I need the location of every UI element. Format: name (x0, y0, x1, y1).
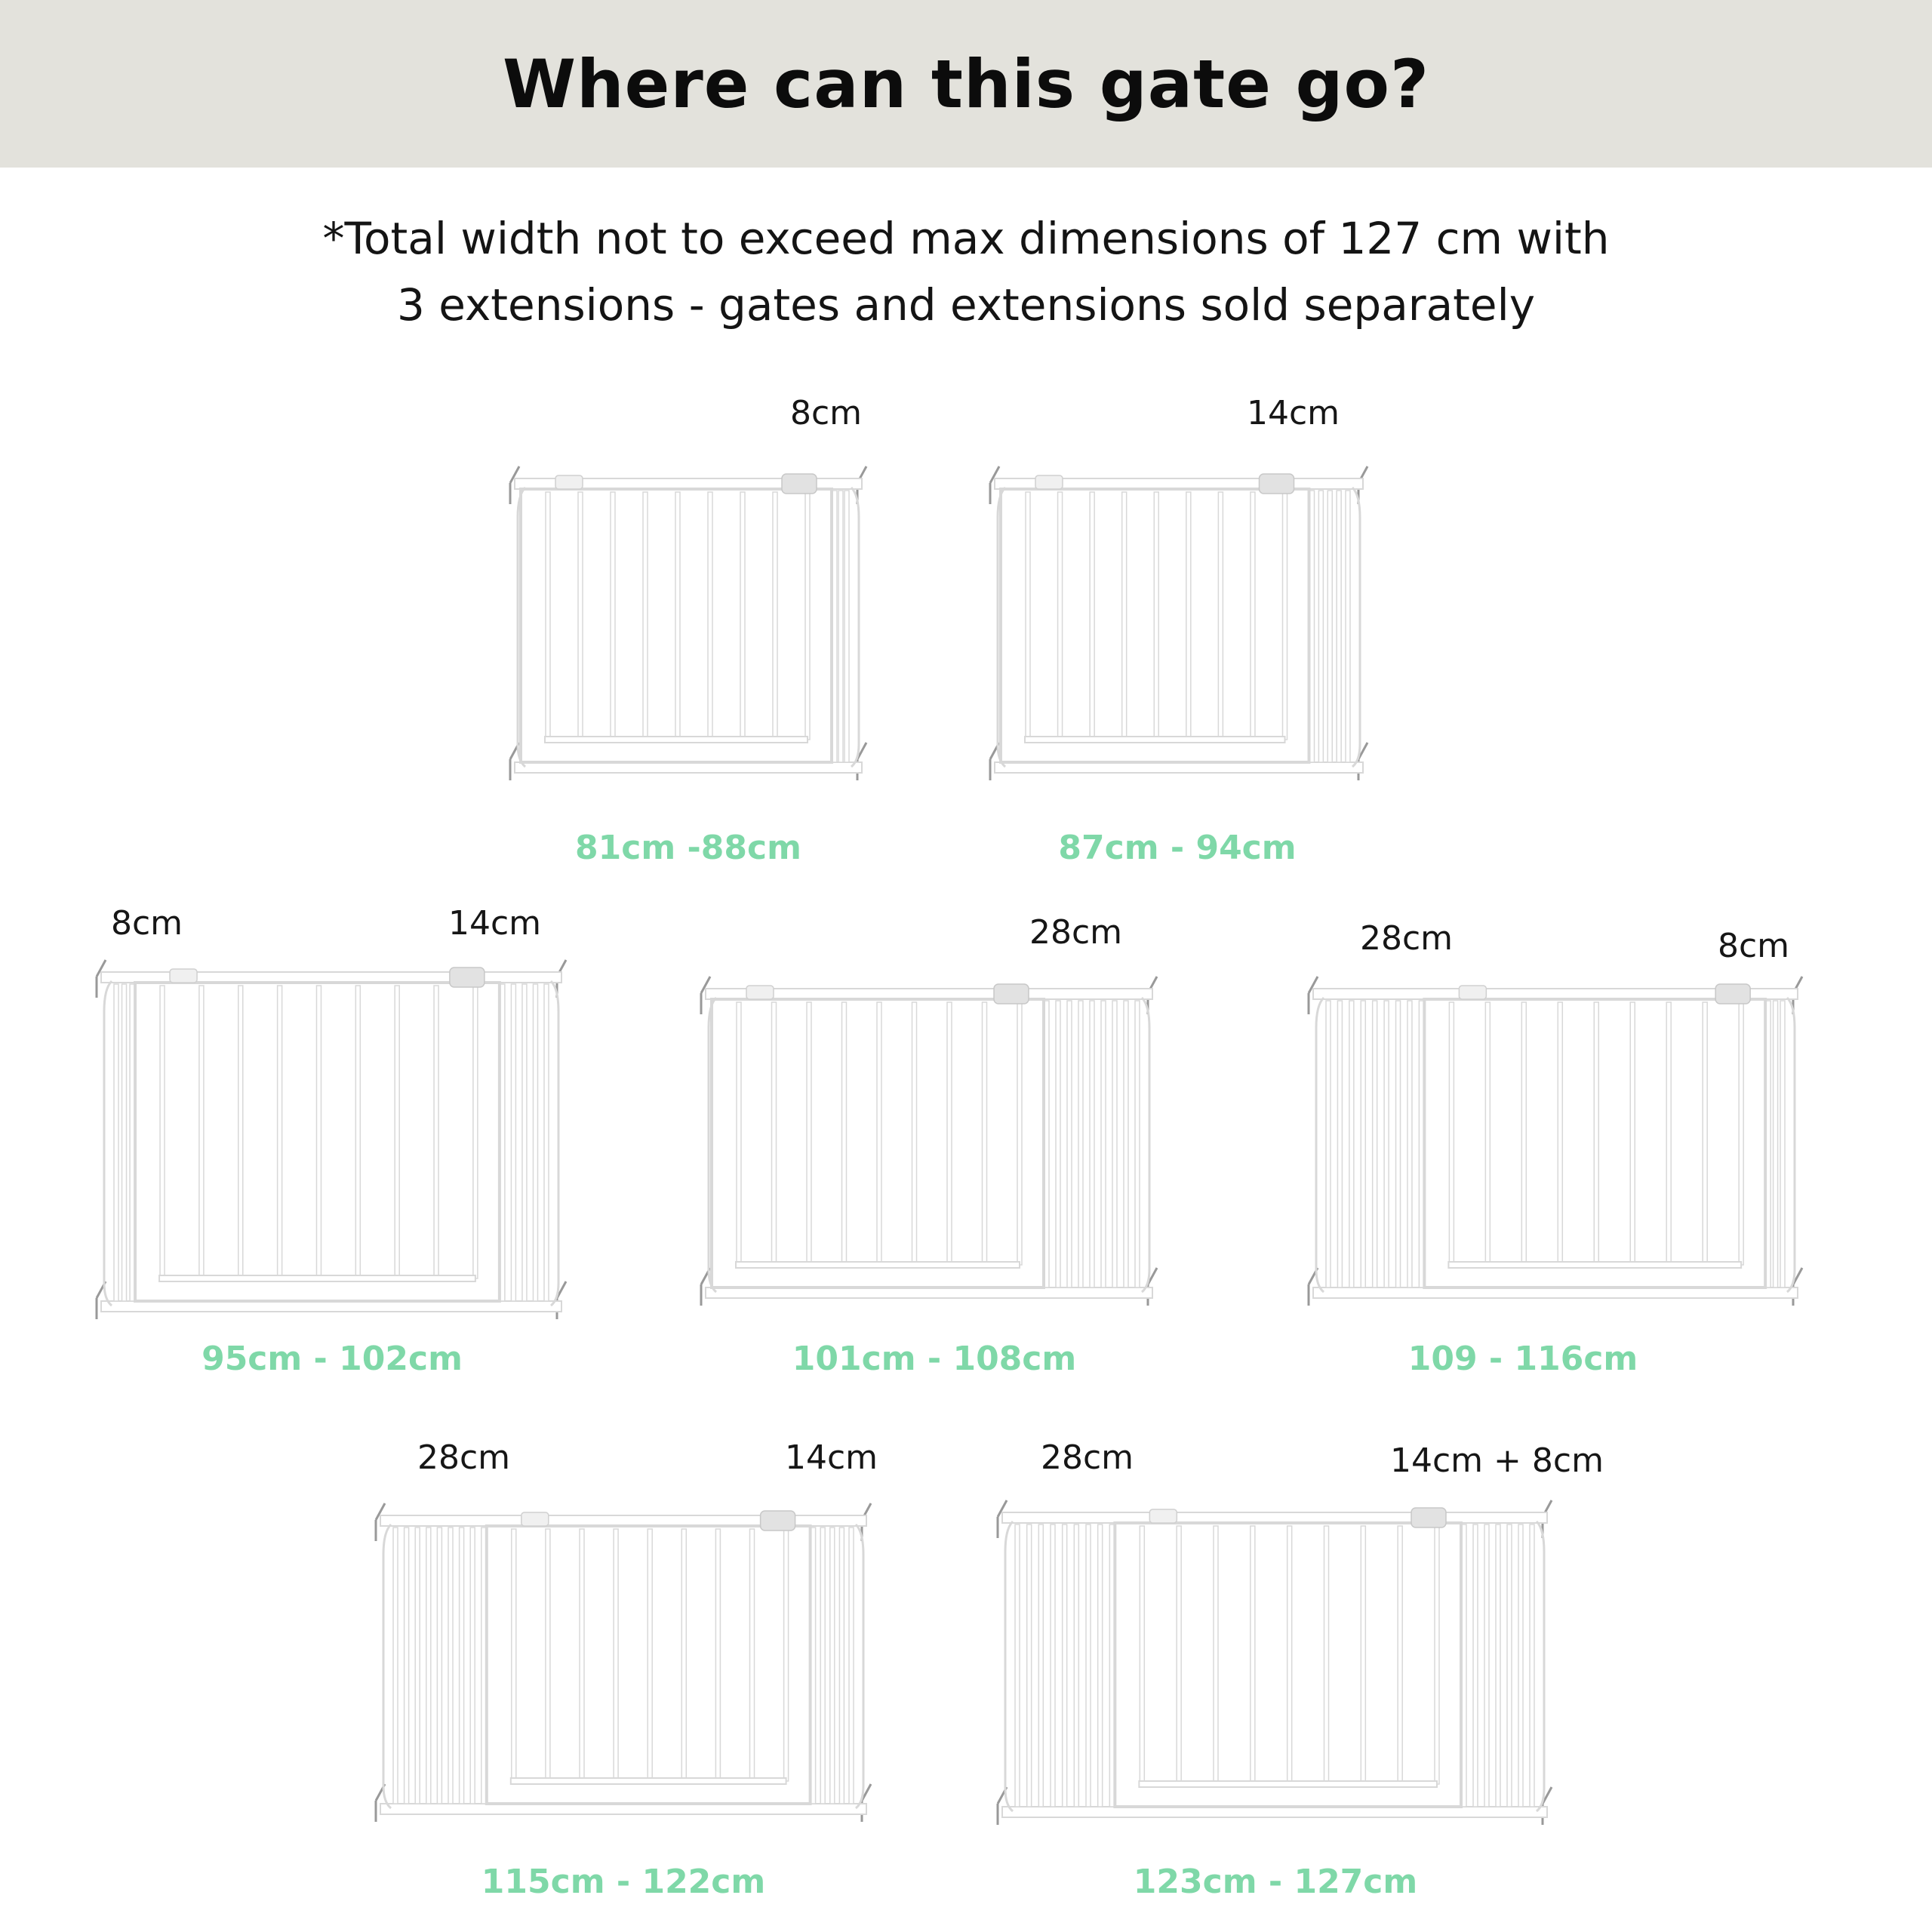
range-label-c6: 115cm - 122cm (481, 1863, 766, 1901)
extension-bar (470, 1527, 475, 1804)
door-bar (1435, 1526, 1439, 1784)
bottom-rail (101, 1301, 561, 1312)
range-label-c1: 81cm -88cm (575, 829, 801, 867)
extension-label-c3-right: 14cm (448, 904, 542, 943)
door-bar (1122, 492, 1127, 740)
extension-bar (1056, 1001, 1060, 1287)
door-bar (805, 492, 810, 740)
door-bar (473, 986, 478, 1278)
door-bar (1361, 1526, 1365, 1784)
gate-svg (995, 1491, 1555, 1834)
door-bar (842, 1002, 847, 1265)
extension-label-c7-left: 28cm (1041, 1438, 1134, 1477)
right-frame (1352, 488, 1360, 767)
right-frame (1142, 998, 1149, 1292)
extension-bar (1396, 1001, 1401, 1287)
extension-label-c5-right: 8cm (1718, 927, 1790, 965)
bottom-rail (1002, 1807, 1547, 1817)
door-bar (643, 492, 648, 740)
door-bar (278, 986, 282, 1278)
extension-bar (1067, 1001, 1072, 1287)
extension-bar (1349, 1001, 1354, 1287)
door-bar (1739, 1002, 1743, 1265)
extension-label-c1-right: 8cm (790, 394, 863, 432)
extension-label-c6-left: 28cm (417, 1438, 511, 1477)
extension-bar (415, 1527, 420, 1804)
disclaimer-line-2: 3 extensions - gates and extensions sold separately (396, 279, 1536, 331)
latch-handle (761, 1511, 795, 1531)
hinge-block (521, 1512, 549, 1526)
door-bar (1283, 492, 1287, 740)
extension-bar (1337, 491, 1341, 762)
latch-handle (1260, 474, 1294, 494)
extension-bar (1361, 1001, 1365, 1287)
extension-bar (393, 1527, 398, 1804)
extension-bar (1098, 1524, 1103, 1807)
door-bottom-bar (159, 1275, 475, 1281)
door-bar (1485, 1002, 1490, 1265)
extension-bar (1346, 491, 1350, 762)
extension-bar (1086, 1524, 1091, 1807)
door-bar (740, 492, 745, 740)
extension-bar (533, 984, 537, 1301)
extension-bar (1090, 1001, 1094, 1287)
top-rail (1002, 1512, 1547, 1523)
right-frame (551, 981, 558, 1306)
door-bar (1449, 1002, 1454, 1265)
range-label-c7: 123cm - 127cm (1133, 1863, 1418, 1901)
extension-bar (1135, 1001, 1140, 1287)
gate-svg (373, 1494, 874, 1831)
extension-bar (522, 984, 527, 1301)
door-bar (546, 1529, 550, 1781)
bottom-rail (706, 1287, 1152, 1298)
door-bar (580, 1529, 584, 1781)
extension-bar (1074, 1524, 1078, 1807)
door-bar (750, 1529, 755, 1781)
extension-bar (1051, 1524, 1055, 1807)
door-bar (1594, 1002, 1598, 1265)
extension-bar (448, 1527, 453, 1804)
extension-bar (511, 984, 515, 1301)
door-bar (1251, 1526, 1255, 1784)
door-bar (1090, 492, 1094, 740)
door-bar (675, 492, 680, 740)
extension-bar (1530, 1524, 1534, 1807)
extension-bar (544, 984, 549, 1301)
door-bar (1521, 1002, 1526, 1265)
extension-bar (1496, 1524, 1500, 1807)
gate-svg (1306, 968, 1805, 1315)
door-bar (877, 1002, 881, 1265)
right-frame (1537, 1521, 1544, 1811)
latch-handle (1715, 984, 1750, 1004)
right-frame (1787, 998, 1795, 1292)
hinge-block (1035, 475, 1063, 489)
page-title: Where can this gate go? (502, 45, 1430, 123)
door-bar (1398, 1526, 1402, 1784)
hinge-block (555, 475, 583, 489)
extension-bar (1473, 1524, 1478, 1807)
door-bottom-bar (736, 1262, 1020, 1268)
gate-svg (94, 951, 569, 1328)
disclaimer-line-1: *Total width not to exceed max dimensions of 127 cm with (322, 213, 1610, 264)
extension-label-c4-right: 28cm (1029, 913, 1123, 952)
bottom-rail (995, 762, 1363, 773)
door-bar (199, 986, 204, 1278)
extension-bar (838, 491, 843, 762)
door-bar (1558, 1002, 1562, 1265)
extension-bar (1373, 1001, 1377, 1287)
extension-label-c5-left: 28cm (1360, 919, 1454, 958)
door-bar (1177, 1526, 1181, 1784)
range-label-c5: 109 - 116cm (1407, 1340, 1638, 1378)
range-label-c2: 87cm - 94cm (1058, 829, 1297, 867)
extension-bar (1337, 1001, 1342, 1287)
extension-bar (1384, 1001, 1389, 1287)
extension-bar (1063, 1524, 1067, 1807)
extension-bar (114, 984, 118, 1301)
door-bar (1218, 492, 1223, 740)
gate-svg (987, 457, 1371, 789)
bottom-rail (380, 1804, 866, 1814)
hinge-block (1149, 1509, 1177, 1523)
extension-bar (849, 1527, 854, 1804)
door-bar (355, 986, 360, 1278)
gate-svg (507, 457, 869, 789)
door-bar (1324, 1526, 1329, 1784)
bottom-rail (1313, 1287, 1798, 1298)
door-bar (1026, 492, 1030, 740)
door-bottom-bar (1448, 1262, 1741, 1268)
hinge-block (170, 969, 197, 983)
extension-label-c2-right: 14cm (1247, 394, 1340, 432)
extension-bar (1078, 1001, 1083, 1287)
left-frame (104, 981, 112, 1306)
extension-bar (839, 1527, 844, 1804)
extension-bar (460, 1527, 464, 1804)
extension-bar (1015, 1524, 1020, 1807)
door-bar (160, 986, 165, 1278)
extension-bar (437, 1527, 441, 1804)
door-bar (546, 492, 550, 740)
hinge-block (746, 986, 774, 999)
door-bottom-bar (511, 1778, 786, 1784)
extension-label-c3-left: 8cm (111, 904, 183, 943)
extension-bar (820, 1527, 825, 1804)
door-bar (715, 1529, 720, 1781)
door-bar (316, 986, 321, 1278)
extension-bar (1507, 1524, 1512, 1807)
door-bar (681, 1529, 686, 1781)
door-bottom-bar (1025, 737, 1285, 743)
door-bar (912, 1002, 917, 1265)
extension-bar (1318, 491, 1323, 762)
door-bar (1186, 492, 1191, 740)
extension-bar (1112, 1001, 1117, 1287)
door-bar (1140, 1526, 1144, 1784)
extension-bar (830, 1527, 835, 1804)
door-bar (434, 986, 438, 1278)
extension-bar (1774, 1001, 1778, 1287)
extension-bar (1027, 1524, 1032, 1807)
door-bar (648, 1529, 652, 1781)
range-label-c4: 101cm - 108cm (792, 1340, 1077, 1378)
latch-handle (994, 984, 1029, 1004)
door-bar (772, 1002, 777, 1265)
door-bar (512, 1529, 516, 1781)
right-frame (856, 1524, 863, 1808)
extension-bar (1101, 1001, 1106, 1287)
door-bar (1666, 1002, 1671, 1265)
door-bar (708, 492, 712, 740)
door-bar (614, 1529, 618, 1781)
extension-bar (405, 1527, 409, 1804)
right-frame (851, 488, 859, 767)
extension-bar (1780, 1001, 1785, 1287)
door-bar (1214, 1526, 1218, 1784)
door-bar (1251, 492, 1255, 740)
range-label-c3: 95cm - 102cm (202, 1340, 463, 1378)
door-bar (947, 1002, 952, 1265)
door-bar (807, 1002, 811, 1265)
extension-bar (122, 984, 127, 1301)
left-frame (383, 1524, 391, 1808)
extension-bar (1124, 1001, 1128, 1287)
door-bottom-bar (545, 737, 808, 743)
door-bar (983, 1002, 987, 1265)
door-bottom-bar (1139, 1781, 1437, 1787)
gate-svg (698, 968, 1160, 1315)
extension-bar (844, 491, 849, 762)
door-bar (784, 1529, 789, 1781)
extension-label-c7-right: 14cm + 8cm (1390, 1441, 1604, 1480)
latch-handle (1411, 1508, 1446, 1527)
door-bar (611, 492, 615, 740)
door-bar (395, 986, 399, 1278)
door-bar (737, 1002, 741, 1265)
left-frame (1316, 998, 1324, 1292)
extension-bar (426, 1527, 431, 1804)
left-frame (1005, 1521, 1013, 1811)
extension-bar (1518, 1524, 1523, 1807)
extension-label-c6-right: 14cm (785, 1438, 878, 1477)
door-bar (1703, 1002, 1707, 1265)
latch-handle (782, 474, 817, 494)
bottom-rail (515, 762, 862, 773)
disclaimer-note (0, 205, 1932, 338)
extension-bar (1327, 491, 1332, 762)
extension-bar (1484, 1524, 1489, 1807)
door-bar (1154, 492, 1158, 740)
door-bar (773, 492, 777, 740)
extension-bar (1326, 1001, 1331, 1287)
door-bar (1058, 492, 1063, 740)
hinge-block (1459, 986, 1486, 999)
door-bar (1287, 1526, 1292, 1784)
door-bar (238, 986, 243, 1278)
door-bar (1017, 1002, 1022, 1265)
door-bar (1630, 1002, 1635, 1265)
door-bar (578, 492, 583, 740)
extension-bar (1038, 1524, 1043, 1807)
latch-handle (450, 968, 485, 987)
extension-bar (1407, 1001, 1412, 1287)
